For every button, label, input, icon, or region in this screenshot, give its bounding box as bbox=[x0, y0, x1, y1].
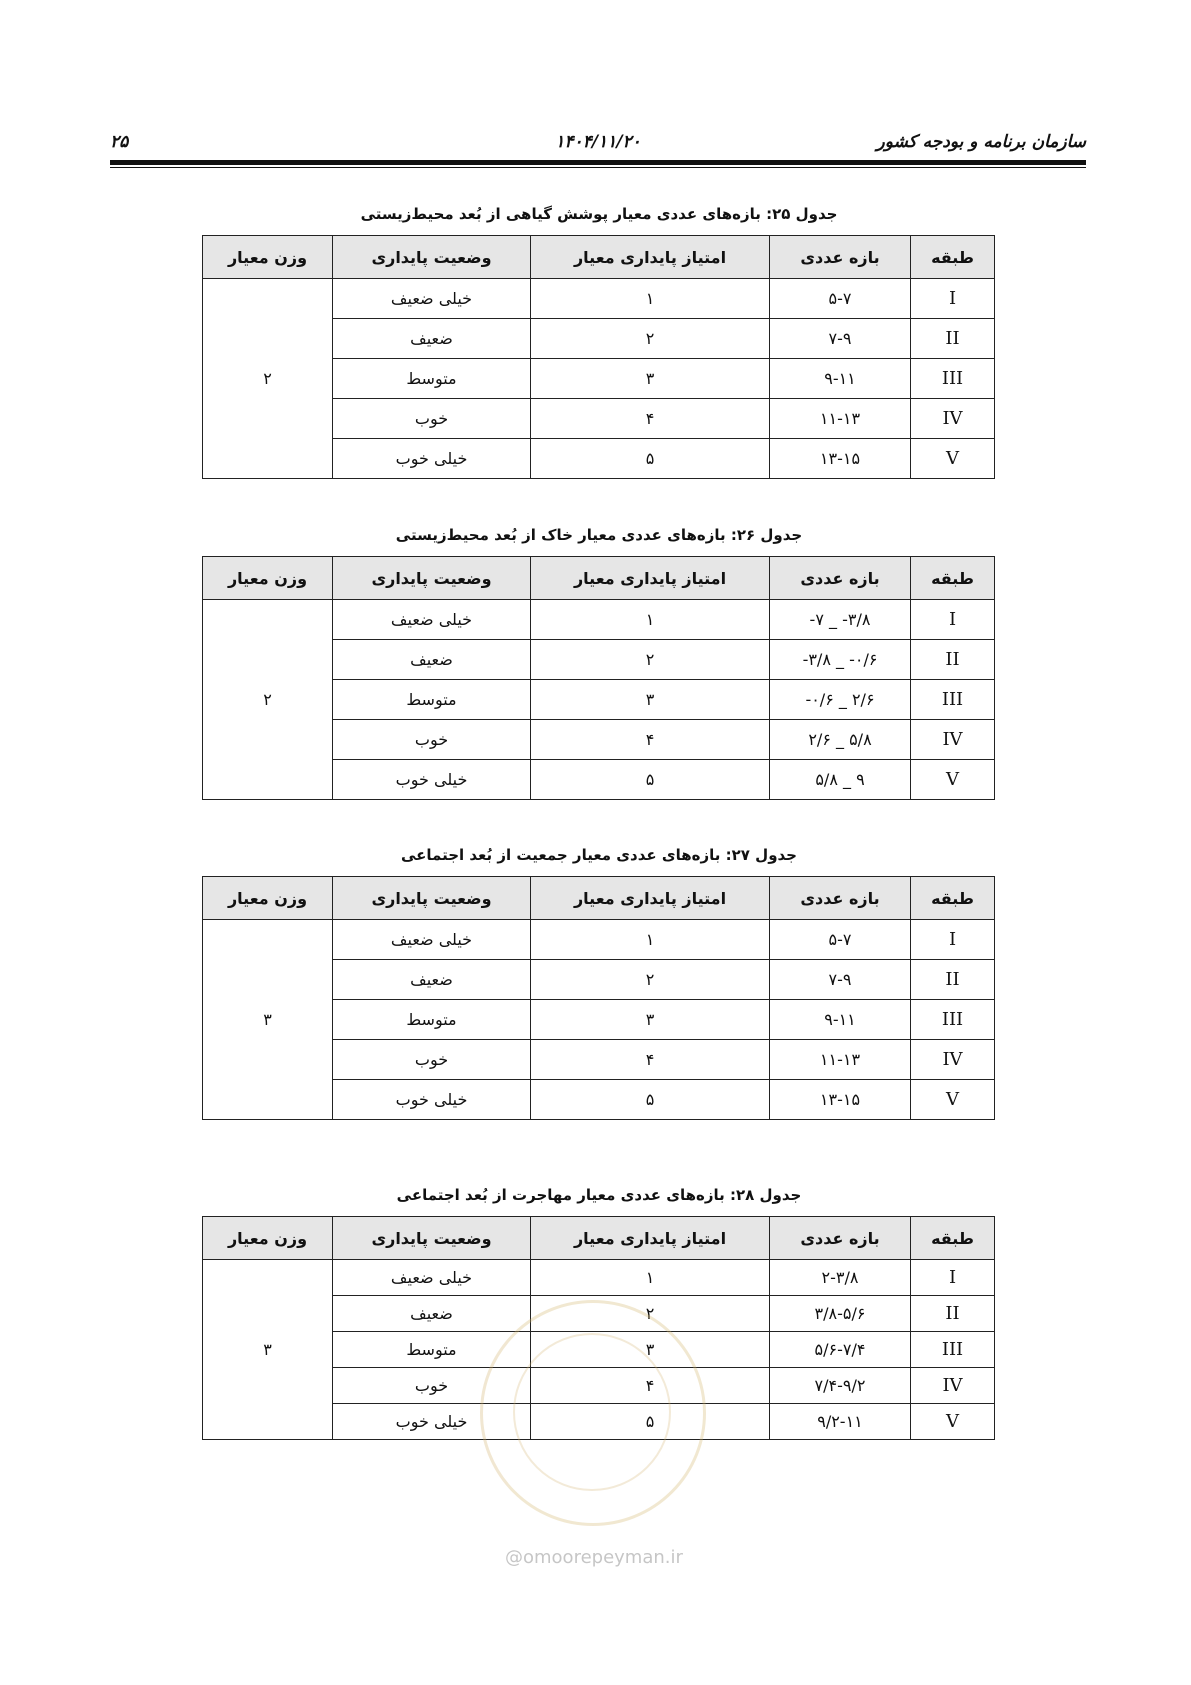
page-header bbox=[110, 128, 1086, 158]
class-cell: I bbox=[911, 1260, 995, 1296]
col-header-weight: وزن معیار bbox=[203, 236, 333, 279]
col-header-weight: وزن معیار bbox=[203, 1217, 333, 1260]
col-header-status: وضعیت پایداری bbox=[333, 557, 531, 600]
range-cell: ۹/۲-۱۱ bbox=[770, 1404, 911, 1440]
class-cell: V bbox=[911, 439, 995, 479]
table-caption: جدول ۲۶: بازه‌های عددی معیار خاک از بُعد محیط‌زیستی bbox=[395, 526, 803, 544]
status-cell: خیلی ضعیف bbox=[333, 1260, 531, 1296]
score-cell: ۴ bbox=[531, 720, 770, 760]
col-header-score: امتیاز پایداری معیار bbox=[531, 1217, 770, 1260]
status-cell: خیلی ضعیف bbox=[333, 920, 531, 960]
header-rule-thick bbox=[110, 160, 1086, 165]
col-header-class: طبقه bbox=[911, 236, 995, 279]
col-header-status: وضعیت پایداری bbox=[333, 1217, 531, 1260]
status-cell: خوب bbox=[333, 1040, 531, 1080]
score-cell: ۴ bbox=[531, 399, 770, 439]
col-header-range: بازه عددی bbox=[770, 1217, 911, 1260]
range-cell: -۷ _ -۳/۸ bbox=[770, 600, 911, 640]
score-cell: ۳ bbox=[531, 680, 770, 720]
class-cell: III bbox=[911, 680, 995, 720]
score-cell: ۳ bbox=[531, 359, 770, 399]
table-row bbox=[203, 1260, 995, 1296]
score-cell: ۳ bbox=[531, 1332, 770, 1368]
range-cell: ۱۱-۱۳ bbox=[770, 1040, 911, 1080]
range-cell: ۵/۶-۷/۴ bbox=[770, 1332, 911, 1368]
class-cell: IV bbox=[911, 1368, 995, 1404]
table-header-row bbox=[203, 1217, 995, 1260]
range-cell: ۹-۱۱ bbox=[770, 1000, 911, 1040]
weight-cell: ۲ bbox=[203, 279, 333, 479]
range-cell: ۷-۹ bbox=[770, 319, 911, 359]
col-header-score: امتیاز پایداری معیار bbox=[531, 236, 770, 279]
status-cell: خیلی خوب bbox=[333, 439, 531, 479]
organization-name: سازمان برنامه و بودجه کشور bbox=[876, 132, 1086, 152]
header-rule-thin bbox=[110, 167, 1086, 168]
class-cell: I bbox=[911, 920, 995, 960]
table-row bbox=[203, 920, 995, 960]
watermark-seal bbox=[480, 1300, 706, 1526]
class-cell: II bbox=[911, 1296, 995, 1332]
status-cell: خوب bbox=[333, 720, 531, 760]
status-cell: ضعیف bbox=[333, 640, 531, 680]
data-table bbox=[202, 556, 995, 800]
score-cell: ۵ bbox=[531, 439, 770, 479]
range-cell: ۷/۴-۹/۲ bbox=[770, 1368, 911, 1404]
document-date: ۱۴۰۴/۱۱/۲۰ bbox=[555, 132, 641, 152]
status-cell: ضعیف bbox=[333, 319, 531, 359]
score-cell: ۱ bbox=[531, 1260, 770, 1296]
score-cell: ۲ bbox=[531, 319, 770, 359]
range-cell: ۲-۳/۸ bbox=[770, 1260, 911, 1296]
weight-cell: ۲ bbox=[203, 600, 333, 800]
status-cell: متوسط bbox=[333, 680, 531, 720]
table-row bbox=[203, 600, 995, 640]
range-cell: ۷-۹ bbox=[770, 960, 911, 1000]
class-cell: V bbox=[911, 1404, 995, 1440]
col-header-range: بازه عددی bbox=[770, 877, 911, 920]
data-table bbox=[202, 235, 995, 479]
class-cell: IV bbox=[911, 720, 995, 760]
class-cell: II bbox=[911, 640, 995, 680]
range-cell: ۵-۷ bbox=[770, 279, 911, 319]
range-cell: ۳/۸-۵/۶ bbox=[770, 1296, 911, 1332]
table-caption: جدول ۲۷: بازه‌های عددی معیار جمعیت از بُعد اجتماعی bbox=[400, 846, 797, 864]
page-number: ۲۵ bbox=[110, 132, 129, 152]
class-cell: III bbox=[911, 359, 995, 399]
score-cell: ۵ bbox=[531, 1404, 770, 1440]
col-header-status: وضعیت پایداری bbox=[333, 877, 531, 920]
score-cell: ۴ bbox=[531, 1368, 770, 1404]
col-header-status: وضعیت پایداری bbox=[333, 236, 531, 279]
class-cell: I bbox=[911, 279, 995, 319]
class-cell: II bbox=[911, 960, 995, 1000]
range-cell: ۱۳-۱۵ bbox=[770, 439, 911, 479]
score-cell: ۵ bbox=[531, 1080, 770, 1120]
score-cell: ۳ bbox=[531, 1000, 770, 1040]
col-header-score: امتیاز پایداری معیار bbox=[531, 557, 770, 600]
watermark-text: @omoorepeyman.ir bbox=[505, 1547, 683, 1568]
score-cell: ۱ bbox=[531, 279, 770, 319]
table-block-25 bbox=[203, 205, 995, 479]
status-cell: ضعیف bbox=[333, 960, 531, 1000]
table-block-26 bbox=[203, 526, 995, 800]
table-row bbox=[203, 279, 995, 319]
table-header-row bbox=[203, 877, 995, 920]
status-cell: ضعیف bbox=[333, 1296, 531, 1332]
class-cell: IV bbox=[911, 1040, 995, 1080]
range-cell: ۱۳-۱۵ bbox=[770, 1080, 911, 1120]
col-header-range: بازه عددی bbox=[770, 557, 911, 600]
col-header-class: طبقه bbox=[911, 1217, 995, 1260]
score-cell: ۲ bbox=[531, 960, 770, 1000]
score-cell: ۴ bbox=[531, 1040, 770, 1080]
col-header-range: بازه عددی bbox=[770, 236, 911, 279]
score-cell: ۱ bbox=[531, 600, 770, 640]
range-cell: ۵-۷ bbox=[770, 920, 911, 960]
table-block-27 bbox=[203, 846, 995, 1120]
weight-cell: ۳ bbox=[203, 1260, 333, 1440]
range-cell: -۰/۶ _ ۲/۶ bbox=[770, 680, 911, 720]
score-cell: ۵ bbox=[531, 760, 770, 800]
range-cell: ۲/۶ _ ۵/۸ bbox=[770, 720, 911, 760]
range-cell: ۱۱-۱۳ bbox=[770, 399, 911, 439]
score-cell: ۱ bbox=[531, 920, 770, 960]
status-cell: خیلی ضعیف bbox=[333, 279, 531, 319]
weight-cell: ۳ bbox=[203, 920, 333, 1120]
class-cell: II bbox=[911, 319, 995, 359]
status-cell: خیلی خوب bbox=[333, 760, 531, 800]
status-cell: خیلی خوب bbox=[333, 1404, 531, 1440]
status-cell: متوسط bbox=[333, 359, 531, 399]
col-header-score: امتیاز پایداری معیار bbox=[531, 877, 770, 920]
class-cell: IV bbox=[911, 399, 995, 439]
col-header-class: طبقه bbox=[911, 877, 995, 920]
range-cell: ۹-۱۱ bbox=[770, 359, 911, 399]
score-cell: ۲ bbox=[531, 1296, 770, 1332]
col-header-class: طبقه bbox=[911, 557, 995, 600]
status-cell: خوب bbox=[333, 399, 531, 439]
class-cell: V bbox=[911, 1080, 995, 1120]
table-header-row bbox=[203, 557, 995, 600]
col-header-weight: وزن معیار bbox=[203, 557, 333, 600]
class-cell: I bbox=[911, 600, 995, 640]
class-cell: III bbox=[911, 1332, 995, 1368]
status-cell: متوسط bbox=[333, 1000, 531, 1040]
class-cell: III bbox=[911, 1000, 995, 1040]
col-header-weight: وزن معیار bbox=[203, 877, 333, 920]
score-cell: ۲ bbox=[531, 640, 770, 680]
range-cell: ۵/۸ _ ۹ bbox=[770, 760, 911, 800]
table-header-row bbox=[203, 236, 995, 279]
class-cell: V bbox=[911, 760, 995, 800]
status-cell: خیلی خوب bbox=[333, 1080, 531, 1120]
table-caption: جدول ۲۸: بازه‌های عددی معیار مهاجرت از بُعد اجتماعی bbox=[396, 1186, 802, 1204]
data-table bbox=[202, 876, 995, 1120]
range-cell: -۳/۸ _ -۰/۶ bbox=[770, 640, 911, 680]
status-cell: خیلی ضعیف bbox=[333, 600, 531, 640]
table-caption: جدول ۲۵: بازه‌های عددی معیار پوشش گیاهی از بُعد محیط‌زیستی bbox=[360, 205, 838, 223]
status-cell: متوسط bbox=[333, 1332, 531, 1368]
status-cell: خوب bbox=[333, 1368, 531, 1404]
